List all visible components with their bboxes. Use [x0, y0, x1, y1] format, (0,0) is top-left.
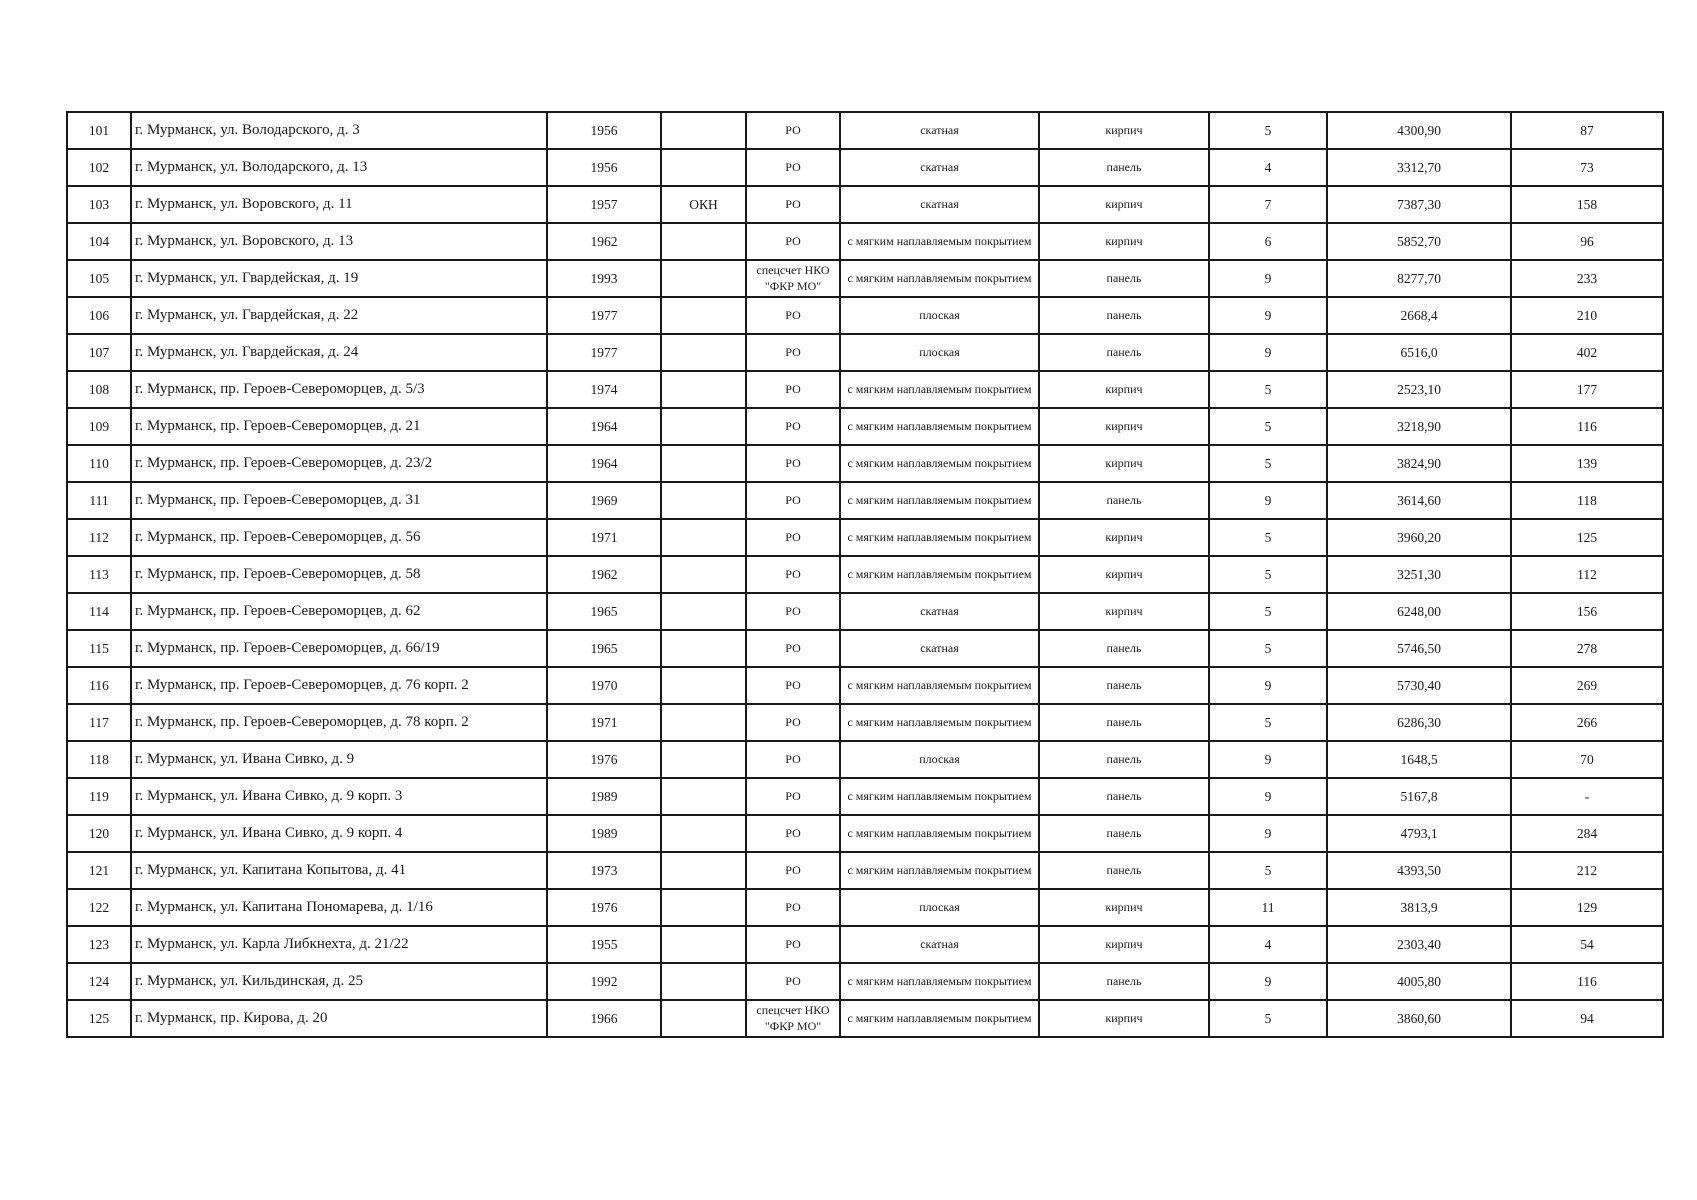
fund-method-cell: РО: [746, 149, 840, 186]
wall-material-cell: панель: [1039, 297, 1209, 334]
area-cell: 8277,70: [1327, 260, 1511, 297]
residents-cell: 266: [1511, 704, 1663, 741]
table-row: [67, 852, 1663, 889]
floors-cell: 11: [1209, 889, 1327, 926]
heritage-status-cell: [661, 371, 746, 408]
floors-cell: 5: [1209, 371, 1327, 408]
address-cell: г. Мурманск, ул. Ивана Сивко, д. 9: [131, 741, 547, 778]
area-cell: 4793,1: [1327, 815, 1511, 852]
table-row: [67, 223, 1663, 260]
address-cell: г. Мурманск, ул. Воровского, д. 11: [131, 186, 547, 223]
residents-cell: 210: [1511, 297, 1663, 334]
wall-material-cell: панель: [1039, 815, 1209, 852]
address-cell: г. Мурманск, пр. Героев-Североморцев, д. 23/2: [131, 445, 547, 482]
year-built-cell: 1976: [547, 741, 661, 778]
heritage-status-cell: [661, 815, 746, 852]
heritage-status-cell: [661, 223, 746, 260]
wall-material-cell: кирпич: [1039, 889, 1209, 926]
wall-material-cell: кирпич: [1039, 1000, 1209, 1037]
fund-method-cell: РО: [746, 482, 840, 519]
roof-type-cell: скатная: [840, 149, 1039, 186]
table-row: [67, 963, 1663, 1000]
table-row: [67, 889, 1663, 926]
fund-method-cell: РО: [746, 408, 840, 445]
year-built-cell: 1974: [547, 371, 661, 408]
wall-material-cell: панель: [1039, 482, 1209, 519]
table-row: [67, 630, 1663, 667]
residents-cell: 284: [1511, 815, 1663, 852]
heritage-status-cell: [661, 667, 746, 704]
address-cell: г. Мурманск, пр. Героев-Североморцев, д. 56: [131, 519, 547, 556]
residents-cell: 94: [1511, 1000, 1663, 1037]
year-built-cell: 1964: [547, 445, 661, 482]
area-cell: 5746,50: [1327, 630, 1511, 667]
table-row: [67, 260, 1663, 297]
area-cell: 3813,9: [1327, 889, 1511, 926]
fund-method-cell: РО: [746, 778, 840, 815]
wall-material-cell: панель: [1039, 741, 1209, 778]
floors-cell: 5: [1209, 408, 1327, 445]
address-cell: г. Мурманск, пр. Кирова, д. 20: [131, 1000, 547, 1037]
fund-method-cell: РО: [746, 593, 840, 630]
fund-method-cell: РО: [746, 297, 840, 334]
area-cell: 3614,60: [1327, 482, 1511, 519]
address-cell: г. Мурманск, ул. Ивана Сивко, д. 9 корп. 3: [131, 778, 547, 815]
wall-material-cell: кирпич: [1039, 556, 1209, 593]
fund-method-cell: РО: [746, 704, 840, 741]
year-built-cell: 1992: [547, 963, 661, 1000]
address-cell: г. Мурманск, пр. Героев-Североморцев, д. 21: [131, 408, 547, 445]
year-built-cell: 1956: [547, 149, 661, 186]
year-built-cell: 1962: [547, 556, 661, 593]
year-built-cell: 1971: [547, 704, 661, 741]
fund-method-cell: РО: [746, 112, 840, 149]
table-row: [67, 482, 1663, 519]
wall-material-cell: панель: [1039, 630, 1209, 667]
area-cell: 4005,80: [1327, 963, 1511, 1000]
roof-type-cell: скатная: [840, 593, 1039, 630]
heritage-status-cell: [661, 963, 746, 1000]
wall-material-cell: панель: [1039, 149, 1209, 186]
roof-type-cell: с мягким наплавляемым покрытием: [840, 778, 1039, 815]
year-built-cell: 1965: [547, 630, 661, 667]
fund-method-cell: РО: [746, 519, 840, 556]
floors-cell: 4: [1209, 926, 1327, 963]
area-cell: 5852,70: [1327, 223, 1511, 260]
floors-cell: 9: [1209, 741, 1327, 778]
area-cell: 2668,4: [1327, 297, 1511, 334]
table-row: [67, 556, 1663, 593]
table-row: [67, 371, 1663, 408]
roof-type-cell: с мягким наплавляемым покрытием: [840, 815, 1039, 852]
roof-type-cell: с мягким наплавляемым покрытием: [840, 556, 1039, 593]
area-cell: 6248,00: [1327, 593, 1511, 630]
row-number-cell: 108: [67, 371, 131, 408]
table-row: [67, 112, 1663, 149]
table-row: [67, 149, 1663, 186]
fund-method-cell: РО: [746, 371, 840, 408]
fund-method-cell: РО: [746, 741, 840, 778]
heritage-status-cell: [661, 149, 746, 186]
row-number-cell: 115: [67, 630, 131, 667]
floors-cell: 6: [1209, 223, 1327, 260]
heritage-status-cell: [661, 482, 746, 519]
residents-cell: 116: [1511, 963, 1663, 1000]
row-number-cell: 122: [67, 889, 131, 926]
heritage-status-cell: [661, 778, 746, 815]
address-cell: г. Мурманск, ул. Капитана Пономарева, д. 1/16: [131, 889, 547, 926]
year-built-cell: 1973: [547, 852, 661, 889]
fund-method-cell: РО: [746, 815, 840, 852]
wall-material-cell: кирпич: [1039, 223, 1209, 260]
row-number-cell: 117: [67, 704, 131, 741]
fund-method-cell: РО: [746, 667, 840, 704]
area-cell: 3312,70: [1327, 149, 1511, 186]
area-cell: 4300,90: [1327, 112, 1511, 149]
residents-cell: 269: [1511, 667, 1663, 704]
area-cell: 1648,5: [1327, 741, 1511, 778]
floors-cell: 4: [1209, 149, 1327, 186]
table-row: [67, 667, 1663, 704]
floors-cell: 5: [1209, 1000, 1327, 1037]
residents-cell: 116: [1511, 408, 1663, 445]
table-row: [67, 445, 1663, 482]
heritage-status-cell: [661, 112, 746, 149]
floors-cell: 9: [1209, 963, 1327, 1000]
floors-cell: 5: [1209, 852, 1327, 889]
year-built-cell: 1969: [547, 482, 661, 519]
table-row: [67, 1000, 1663, 1037]
fund-method-cell: РО: [746, 630, 840, 667]
roof-type-cell: плоская: [840, 889, 1039, 926]
wall-material-cell: кирпич: [1039, 112, 1209, 149]
row-number-cell: 114: [67, 593, 131, 630]
year-built-cell: 1965: [547, 593, 661, 630]
roof-type-cell: с мягким наплавляемым покрытием: [840, 445, 1039, 482]
address-cell: г. Мурманск, ул. Кильдинская, д. 25: [131, 963, 547, 1000]
wall-material-cell: кирпич: [1039, 408, 1209, 445]
area-cell: 5167,8: [1327, 778, 1511, 815]
floors-cell: 9: [1209, 334, 1327, 371]
address-cell: г. Мурманск, ул. Воровского, д. 13: [131, 223, 547, 260]
address-cell: г. Мурманск, ул. Гвардейская, д. 22: [131, 297, 547, 334]
year-built-cell: 1970: [547, 667, 661, 704]
residents-cell: 212: [1511, 852, 1663, 889]
fund-method-cell: РО: [746, 334, 840, 371]
table-row: [67, 778, 1663, 815]
year-built-cell: 1993: [547, 260, 661, 297]
year-built-cell: 1956: [547, 112, 661, 149]
roof-type-cell: плоская: [840, 334, 1039, 371]
floors-cell: 5: [1209, 593, 1327, 630]
heritage-status-cell: [661, 741, 746, 778]
area-cell: 3824,90: [1327, 445, 1511, 482]
table-row: [67, 334, 1663, 371]
year-built-cell: 1966: [547, 1000, 661, 1037]
residents-cell: 112: [1511, 556, 1663, 593]
heritage-status-cell: [661, 556, 746, 593]
roof-type-cell: с мягким наплавляемым покрытием: [840, 852, 1039, 889]
roof-type-cell: скатная: [840, 630, 1039, 667]
row-number-cell: 106: [67, 297, 131, 334]
row-number-cell: 111: [67, 482, 131, 519]
row-number-cell: 109: [67, 408, 131, 445]
fund-method-cell: РО: [746, 186, 840, 223]
floors-cell: 7: [1209, 186, 1327, 223]
row-number-cell: 125: [67, 1000, 131, 1037]
floors-cell: 9: [1209, 778, 1327, 815]
roof-type-cell: с мягким наплавляемым покрытием: [840, 223, 1039, 260]
residents-cell: 278: [1511, 630, 1663, 667]
year-built-cell: 1989: [547, 815, 661, 852]
roof-type-cell: плоская: [840, 297, 1039, 334]
fund-method-cell: РО: [746, 926, 840, 963]
row-number-cell: 119: [67, 778, 131, 815]
heritage-status-cell: [661, 260, 746, 297]
residents-cell: 70: [1511, 741, 1663, 778]
row-number-cell: 123: [67, 926, 131, 963]
wall-material-cell: панель: [1039, 963, 1209, 1000]
address-cell: г. Мурманск, ул. Гвардейская, д. 24: [131, 334, 547, 371]
floors-cell: 9: [1209, 815, 1327, 852]
wall-material-cell: панель: [1039, 852, 1209, 889]
row-number-cell: 107: [67, 334, 131, 371]
area-cell: 7387,30: [1327, 186, 1511, 223]
heritage-status-cell: [661, 852, 746, 889]
residents-cell: 233: [1511, 260, 1663, 297]
row-number-cell: 116: [67, 667, 131, 704]
fund-method-cell: РО: [746, 889, 840, 926]
roof-type-cell: скатная: [840, 112, 1039, 149]
wall-material-cell: кирпич: [1039, 926, 1209, 963]
heritage-status-cell: [661, 408, 746, 445]
residents-cell: 54: [1511, 926, 1663, 963]
heritage-status-cell: [661, 1000, 746, 1037]
residents-cell: 96: [1511, 223, 1663, 260]
table-row: [67, 926, 1663, 963]
year-built-cell: 1976: [547, 889, 661, 926]
residents-cell: 87: [1511, 112, 1663, 149]
address-cell: г. Мурманск, ул. Володарского, д. 3: [131, 112, 547, 149]
residents-cell: 118: [1511, 482, 1663, 519]
table-row: [67, 741, 1663, 778]
fund-method-cell: РО: [746, 445, 840, 482]
heritage-status-cell: [661, 593, 746, 630]
wall-material-cell: кирпич: [1039, 519, 1209, 556]
area-cell: 3960,20: [1327, 519, 1511, 556]
area-cell: 3860,60: [1327, 1000, 1511, 1037]
heritage-status-cell: [661, 445, 746, 482]
roof-type-cell: с мягким наплавляемым покрытием: [840, 260, 1039, 297]
heritage-status-cell: [661, 889, 746, 926]
address-cell: г. Мурманск, ул. Капитана Копытова, д. 41: [131, 852, 547, 889]
roof-type-cell: с мягким наплавляемым покрытием: [840, 963, 1039, 1000]
roof-type-cell: с мягким наплавляемым покрытием: [840, 519, 1039, 556]
area-cell: 4393,50: [1327, 852, 1511, 889]
residents-cell: 156: [1511, 593, 1663, 630]
table-row: [67, 297, 1663, 334]
wall-material-cell: панель: [1039, 334, 1209, 371]
area-cell: 5730,40: [1327, 667, 1511, 704]
row-number-cell: 120: [67, 815, 131, 852]
row-number-cell: 104: [67, 223, 131, 260]
residents-cell: 177: [1511, 371, 1663, 408]
year-built-cell: 1957: [547, 186, 661, 223]
roof-type-cell: с мягким наплавляемым покрытием: [840, 667, 1039, 704]
heritage-status-cell: [661, 630, 746, 667]
floors-cell: 9: [1209, 667, 1327, 704]
year-built-cell: 1977: [547, 334, 661, 371]
floors-cell: 5: [1209, 445, 1327, 482]
address-cell: г. Мурманск, пр. Героев-Североморцев, д. 66/19: [131, 630, 547, 667]
fund-method-cell: РО: [746, 556, 840, 593]
address-cell: г. Мурманск, ул. Карла Либкнехта, д. 21/22: [131, 926, 547, 963]
residents-cell: 125: [1511, 519, 1663, 556]
residents-cell: 402: [1511, 334, 1663, 371]
floors-cell: 5: [1209, 704, 1327, 741]
roof-type-cell: с мягким наплавляемым покрытием: [840, 408, 1039, 445]
wall-material-cell: панель: [1039, 704, 1209, 741]
roof-type-cell: с мягким наплавляемым покрытием: [840, 371, 1039, 408]
wall-material-cell: панель: [1039, 260, 1209, 297]
residents-cell: 158: [1511, 186, 1663, 223]
residents-cell: 129: [1511, 889, 1663, 926]
residents-cell: -: [1511, 778, 1663, 815]
fund-method-cell: спецсчет НКО "ФКР МО": [746, 260, 840, 297]
row-number-cell: 103: [67, 186, 131, 223]
table-row: [67, 593, 1663, 630]
area-cell: 2303,40: [1327, 926, 1511, 963]
roof-type-cell: скатная: [840, 926, 1039, 963]
row-number-cell: 112: [67, 519, 131, 556]
row-number-cell: 118: [67, 741, 131, 778]
residents-cell: 73: [1511, 149, 1663, 186]
roof-type-cell: с мягким наплавляемым покрытием: [840, 482, 1039, 519]
heritage-status-cell: [661, 334, 746, 371]
wall-material-cell: панель: [1039, 778, 1209, 815]
row-number-cell: 102: [67, 149, 131, 186]
row-number-cell: 121: [67, 852, 131, 889]
floors-cell: 5: [1209, 630, 1327, 667]
table-body: [67, 112, 1663, 1037]
floors-cell: 9: [1209, 482, 1327, 519]
residents-cell: 139: [1511, 445, 1663, 482]
row-number-cell: 105: [67, 260, 131, 297]
wall-material-cell: кирпич: [1039, 371, 1209, 408]
wall-material-cell: кирпич: [1039, 186, 1209, 223]
area-cell: 3218,90: [1327, 408, 1511, 445]
row-number-cell: 113: [67, 556, 131, 593]
heritage-status-cell: [661, 704, 746, 741]
heritage-status-cell: [661, 297, 746, 334]
year-built-cell: 1989: [547, 778, 661, 815]
year-built-cell: 1955: [547, 926, 661, 963]
floors-cell: 5: [1209, 112, 1327, 149]
housing-registry-table: [66, 111, 1664, 1038]
roof-type-cell: с мягким наплавляемым покрытием: [840, 1000, 1039, 1037]
year-built-cell: 1971: [547, 519, 661, 556]
heritage-status-cell: [661, 926, 746, 963]
address-cell: г. Мурманск, пр. Героев-Североморцев, д. 76 корп. 2: [131, 667, 547, 704]
row-number-cell: 124: [67, 963, 131, 1000]
address-cell: г. Мурманск, пр. Героев-Североморцев, д. 31: [131, 482, 547, 519]
address-cell: г. Мурманск, ул. Ивана Сивко, д. 9 корп. 4: [131, 815, 547, 852]
wall-material-cell: панель: [1039, 667, 1209, 704]
year-built-cell: 1964: [547, 408, 661, 445]
address-cell: г. Мурманск, пр. Героев-Североморцев, д. 58: [131, 556, 547, 593]
heritage-status-cell: [661, 519, 746, 556]
address-cell: г. Мурманск, пр. Героев-Североморцев, д. 78 корп. 2: [131, 704, 547, 741]
floors-cell: 9: [1209, 297, 1327, 334]
table-row: [67, 704, 1663, 741]
area-cell: 2523,10: [1327, 371, 1511, 408]
address-cell: г. Мурманск, пр. Героев-Североморцев, д. 5/3: [131, 371, 547, 408]
address-cell: г. Мурманск, ул. Володарского, д. 13: [131, 149, 547, 186]
address-cell: г. Мурманск, ул. Гвардейская, д. 19: [131, 260, 547, 297]
floors-cell: 5: [1209, 556, 1327, 593]
fund-method-cell: РО: [746, 963, 840, 1000]
table-row: [67, 408, 1663, 445]
row-number-cell: 101: [67, 112, 131, 149]
area-cell: 6516,0: [1327, 334, 1511, 371]
wall-material-cell: кирпич: [1039, 445, 1209, 482]
year-built-cell: 1977: [547, 297, 661, 334]
document-sheet: [66, 111, 1662, 1038]
fund-method-cell: РО: [746, 852, 840, 889]
area-cell: 3251,30: [1327, 556, 1511, 593]
fund-method-cell: РО: [746, 223, 840, 260]
floors-cell: 9: [1209, 260, 1327, 297]
row-number-cell: 110: [67, 445, 131, 482]
table-row: [67, 815, 1663, 852]
heritage-status-cell: ОКН: [661, 186, 746, 223]
year-built-cell: 1962: [547, 223, 661, 260]
fund-method-cell: спецсчет НКО "ФКР МО": [746, 1000, 840, 1037]
roof-type-cell: плоская: [840, 741, 1039, 778]
table-row: [67, 519, 1663, 556]
roof-type-cell: скатная: [840, 186, 1039, 223]
roof-type-cell: с мягким наплавляемым покрытием: [840, 704, 1039, 741]
wall-material-cell: кирпич: [1039, 593, 1209, 630]
floors-cell: 5: [1209, 519, 1327, 556]
table-row: [67, 186, 1663, 223]
address-cell: г. Мурманск, пр. Героев-Североморцев, д. 62: [131, 593, 547, 630]
area-cell: 6286,30: [1327, 704, 1511, 741]
